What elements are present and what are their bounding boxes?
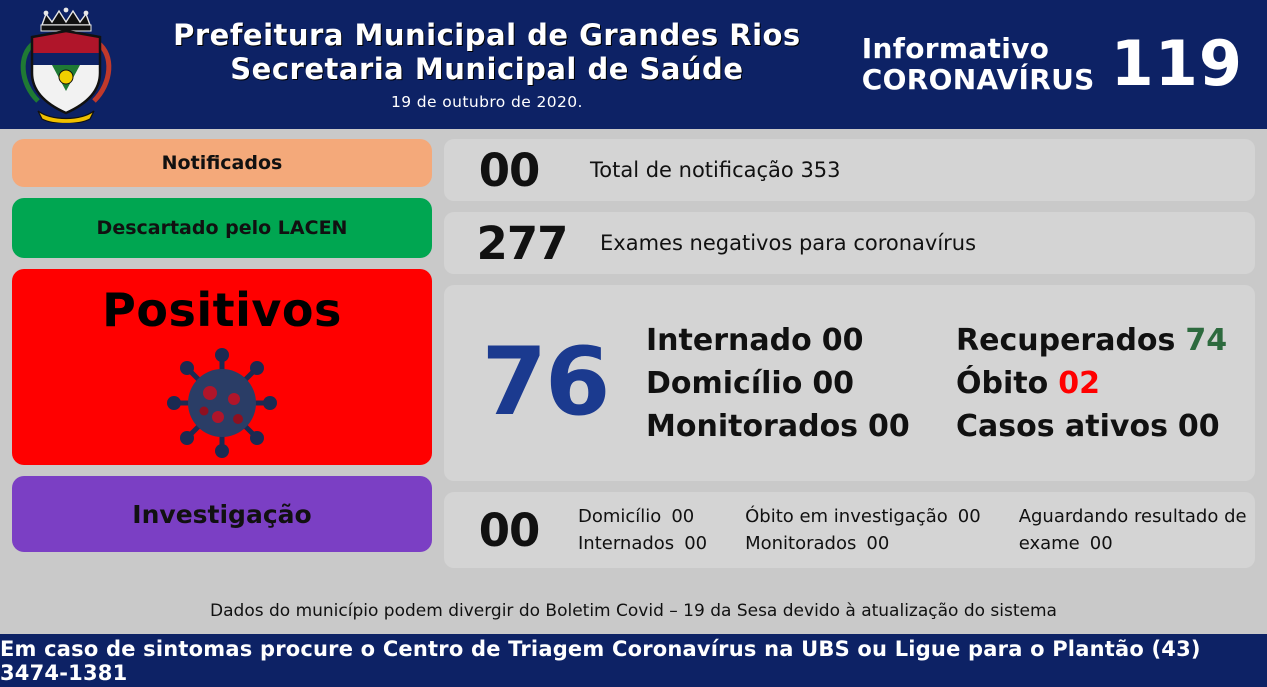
investigacao-aguardando-label: Aguardando resultado de <box>1018 506 1247 527</box>
investigacao-internados-value: 00 <box>684 533 708 554</box>
investigacao-obito <box>745 503 981 530</box>
label-positivos-text: Positivos <box>102 283 342 337</box>
investigacao-monitorados-label: Monitorados <box>745 533 857 554</box>
positivos-item-monitorados-value: 00 <box>868 408 910 444</box>
bulletin-identifier <box>861 27 1249 101</box>
positivos-item-domicilio-label: Domicílio <box>646 365 803 401</box>
header-titles <box>122 18 862 111</box>
label-notificados-text: Notificados <box>161 152 283 174</box>
investigacao-aguardando-line2 <box>1019 530 1247 557</box>
positivos-item-internado <box>646 323 946 358</box>
coat-of-arms-icon <box>10 6 122 124</box>
label-descartado-lacen-text: Descartado pelo LACEN <box>96 217 348 239</box>
coronavirus-icon <box>156 341 288 465</box>
poster-footer: Em caso de sintomas procure o Centro de Triagem Coronavírus na UBS ou Ligue para o Plantão (43) 3474-1381 <box>0 631 1267 687</box>
positivos-item-domicilio-value: 00 <box>812 365 855 401</box>
positivos-item-recuperados-value: 74 <box>1185 322 1228 358</box>
coronavirus-label: CORONAVÍRUS <box>861 62 1095 96</box>
positivos-item-recuperados-label: Recuperados <box>956 322 1176 358</box>
label-positivos <box>12 269 432 465</box>
positivos-item-internado-value: 00 <box>821 322 864 358</box>
positivos-item-obito <box>956 366 1227 401</box>
positivos-item-recuperados <box>956 323 1227 358</box>
panel-positivos <box>444 285 1255 481</box>
positivos-item-internado-label: Internado <box>646 322 812 358</box>
positivos-item-casos-ativos-label: Casos ativos <box>956 408 1168 444</box>
category-labels-column <box>12 139 432 589</box>
investigacao-value: 00 <box>478 503 540 557</box>
label-descartado-lacen <box>12 198 432 258</box>
investigacao-obito-value: 00 <box>957 506 981 527</box>
investigacao-col-1 <box>578 503 707 557</box>
positivos-item-monitorados <box>646 409 946 444</box>
label-notificados <box>12 139 432 187</box>
investigacao-internados <box>578 530 707 557</box>
bulletin-date: 19 de outubro de 2020. <box>390 93 583 112</box>
positivos-item-obito-label: Óbito <box>956 365 1049 401</box>
positivos-value: 76 <box>481 328 609 437</box>
positivos-breakdown <box>646 323 1227 444</box>
investigacao-domicilio <box>578 503 707 530</box>
panel-investigacao <box>444 492 1255 568</box>
notificados-value: 00 <box>478 143 540 197</box>
notificados-caption: Total de notificação 353 <box>590 158 841 182</box>
investigacao-domicilio-label: Domicílio <box>578 506 662 527</box>
prefecture-title: Prefeitura Municipal de Grandes Rios <box>173 17 801 52</box>
investigacao-obito-label: Óbito em investigação <box>745 506 948 527</box>
panel-negativos <box>444 212 1255 274</box>
investigacao-col-3 <box>1019 503 1247 557</box>
investigacao-exame-value: 00 <box>1089 533 1113 554</box>
informativo-label: Informativo <box>861 32 1050 66</box>
positivos-item-casos-ativos <box>956 409 1227 444</box>
investigacao-monitorados-value: 00 <box>866 533 890 554</box>
positivos-item-casos-ativos-value: 00 <box>1177 408 1220 444</box>
investigacao-breakdown <box>578 503 1247 557</box>
negativos-value: 277 <box>476 216 568 270</box>
label-investigacao <box>12 476 432 552</box>
negativos-caption: Exames negativos para coronavírus <box>600 231 977 255</box>
investigacao-col-2 <box>745 503 981 557</box>
investigacao-domicilio-value: 00 <box>671 506 695 527</box>
positivos-item-domicilio <box>646 366 946 401</box>
department-title: Secretaria Municipal de Saúde <box>230 52 744 86</box>
bulletin-number: 119 <box>1110 27 1243 101</box>
positivos-item-obito-value: 02 <box>1058 365 1100 401</box>
investigacao-monitorados <box>745 530 981 557</box>
investigacao-aguardando-line1 <box>1019 503 1247 530</box>
label-investigacao-text: Investigação <box>132 499 312 529</box>
poster-header <box>0 0 1267 129</box>
panel-notificados <box>444 139 1255 201</box>
investigacao-internados-label: Internados <box>578 533 675 554</box>
positivos-item-monitorados-label: Monitorados <box>646 408 859 444</box>
disclaimer-note: Dados do município podem divergir do Boletim Covid – 19 da Sesa devido à atualização do sistema <box>0 589 1267 631</box>
poster-body <box>0 129 1267 589</box>
figures-column <box>444 139 1255 589</box>
investigacao-exame-label: exame <box>1018 533 1080 554</box>
